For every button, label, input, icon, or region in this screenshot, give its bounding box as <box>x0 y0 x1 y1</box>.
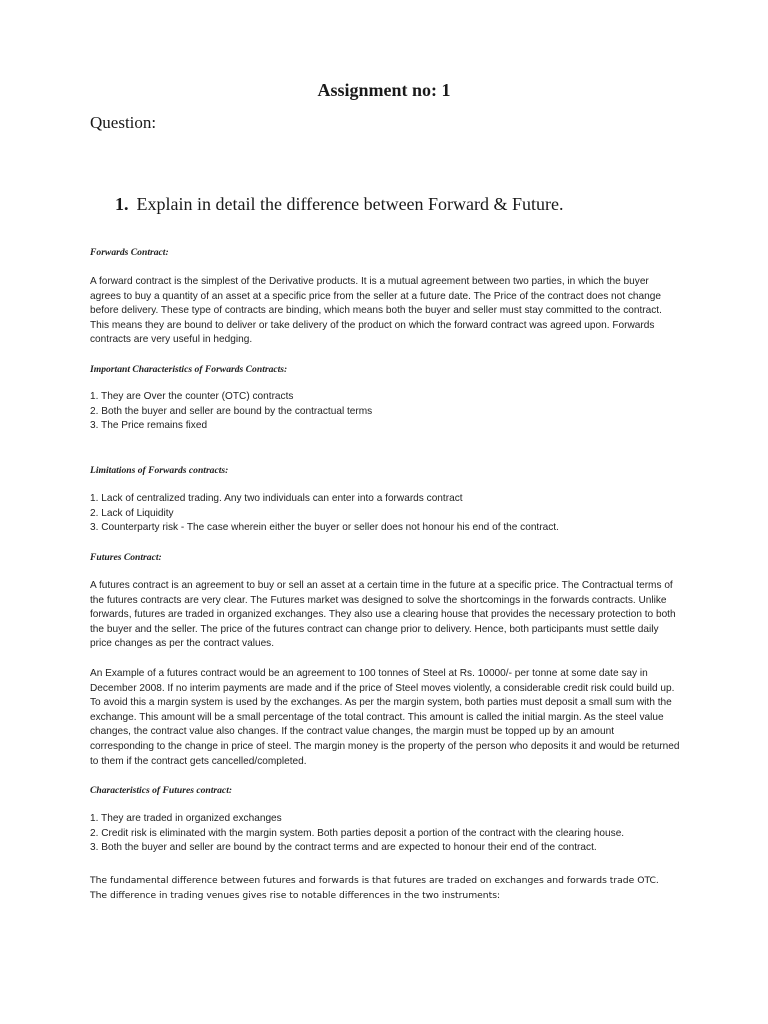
paragraph-line: to them if the contract gets cancelled/completed. <box>90 755 307 767</box>
list-item: 1. They are traded in organized exchanges <box>90 813 282 824</box>
list-item: 1. They are Over the counter (OTC) contracts <box>90 391 294 402</box>
question-line <box>115 194 564 215</box>
forwards-limitations-list <box>90 492 559 536</box>
forwards-paragraph <box>90 275 690 348</box>
paragraph-line: An Example of a futures contract would be an agreement to 100 tonnes of Steel at Rs. 10000/- per tonne at some date say in <box>90 668 648 679</box>
document-title: Assignment no: 1 <box>317 80 451 100</box>
paragraph-line: To avoid this a margin system is used by the exchanges. As per the margin system, both parties must deposit a small sum with the <box>90 697 672 709</box>
paragraph-line: before delivery. These type of contracts are binding, which means both the buyer and seller must stay committed to the contract. <box>90 305 662 317</box>
paragraph-line: A forward contract is the simplest of the Derivative products. It is a mutual agreement between two parties, in which the buyer <box>90 276 649 287</box>
futures-characteristics-heading: Characteristics of Futures contract: <box>90 785 233 796</box>
paragraph-line: the buyer and the seller. The price of the futures contract can change prior to delivery. Hence, both participants must settle daily <box>90 623 659 635</box>
list-item: 3. The Price remains fixed <box>90 420 208 432</box>
paragraph-line: agrees to buy a quantity of an asset at a specific price from the seller at a future date. The Price of the contract does not change <box>90 290 662 302</box>
futures-heading: Futures Contract: <box>90 552 162 563</box>
list-item: 3. Counterparty risk - The case wherein either the buyer or seller does not honour his end of the contract. <box>90 522 559 534</box>
paragraph-line: the futures contracts are very clear. The Futures market was designed to solve the shortcomings in the forwards contracts. Unlike <box>90 594 667 606</box>
forwards-characteristics-list <box>90 390 372 434</box>
paragraph-line: changes, the contract value also changes. If the contract value changes, the margin must be topped up by an amount <box>90 726 615 738</box>
list-item: 1. Lack of centralized trading. Any two individuals can enter into a forwards contract <box>90 493 463 504</box>
paragraph-line: The difference in trading venues gives rise to notable differences in the two instruments: <box>90 889 501 901</box>
paragraph-line: price changes as per the contract values. <box>90 638 275 650</box>
forwards-heading: Forwards Contract: <box>90 247 169 258</box>
closing-paragraph <box>90 874 659 903</box>
forwards-characteristics-heading: Important Characteristics of Forwards Contracts: <box>90 364 288 375</box>
question-number: 1. <box>115 194 129 214</box>
futures-characteristics-list <box>90 812 624 856</box>
question-text: Explain in detail the difference between Forward & Future. <box>136 194 564 214</box>
paragraph-line: December 2008. If no interim payments are made and if the price of Steel moves violently, a considerable credit risk could build up. <box>90 682 675 694</box>
list-item: 2. Credit risk is eliminated with the margin system. Both parties deposit a portion of the contract with the clearing house. <box>90 827 625 839</box>
paragraph-line: A futures contract is an agreement to buy or sell an asset at a certain time in the future at a specific price. The Contractual terms of <box>90 580 673 591</box>
paragraph-line: This means they are bound to deliver or take delivery of the product on which the forward contract was agreed upon. Forwards <box>90 319 655 331</box>
paragraph-line: corresponding to the change in price of steel. The margin money is the property of the person who deposits it and would be returned <box>90 740 680 752</box>
list-item: 2. Lack of Liquidity <box>90 507 174 519</box>
list-item: 3. Both the buyer and seller are bound by the contract terms and are expected to honour their end of the contract. <box>90 842 597 854</box>
paragraph-line: The fundamental difference between futures and forwards is that futures are traded on exchanges and forwards trade OTC. <box>90 875 659 886</box>
list-item: 2. Both the buyer and seller are bound by the contractual terms <box>90 405 373 417</box>
forwards-limitations-heading: Limitations of Forwards contracts: <box>90 465 229 476</box>
futures-paragraph-2 <box>90 667 690 769</box>
paragraph-line: contracts are very useful in hedging. <box>90 334 253 346</box>
paragraph-line: forwards, futures are traded in organized exchanges. They also use a clearing house that provides the necessary protection to both <box>90 609 676 621</box>
question-label: Question: <box>90 113 157 132</box>
paragraph-line: exchange. This amount will be a small percentage of the total contract. This amount is called the initial margin. As the steel value <box>90 711 664 723</box>
futures-paragraph-1 <box>90 579 690 652</box>
